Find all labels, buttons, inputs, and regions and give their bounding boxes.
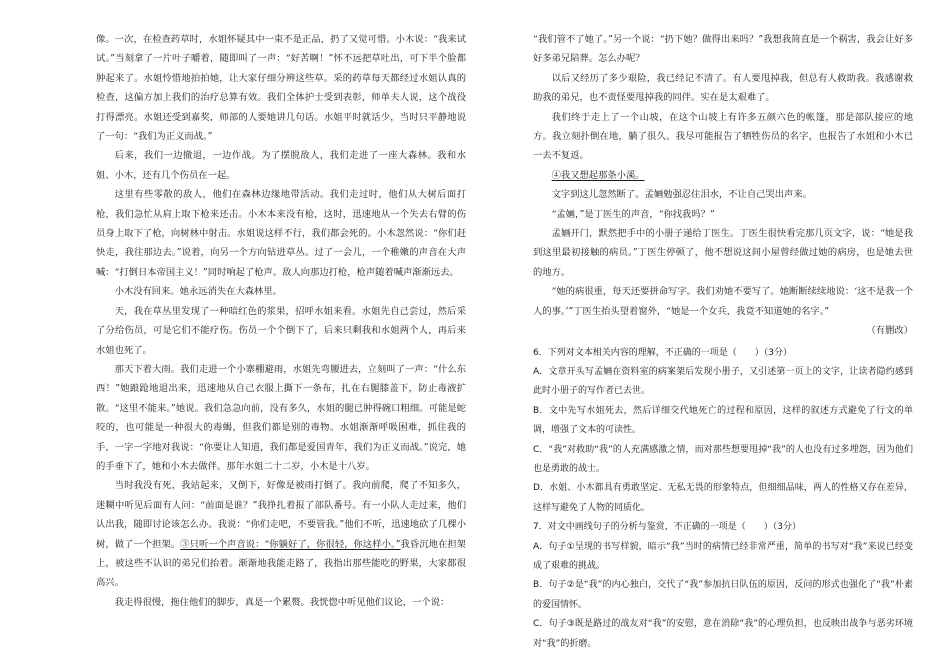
- left-paragraph: [96, 146, 466, 185]
- text-run: 当时我没有死，我站起来，又倒下，好像是被雨打倒了。我向前爬，爬了不知多久，迷糊中听见后面有人问：“前面是谁？”我挣扎着报了部队番号。有一小队人走过来，他们认出我，随即讨论该怎么办。我说：“你们走吧，不要管我。”他们不听，迅速地砍了几棵小树，做了一个担架。: [96, 480, 466, 550]
- left-paragraph: [96, 476, 466, 592]
- right-paragraph: [533, 282, 913, 321]
- left-paragraph: [96, 593, 466, 612]
- left-paragraph: [96, 302, 466, 360]
- right-paragraph: [533, 30, 913, 69]
- answer-option: B．句子②是“我”的内心独白，交代了“我”参加抗日队伍的原因，反问的形式也强化了“我”朴素的爱国情怀。: [533, 580, 913, 610]
- underlined-sentence: ③只听一个声音说：“你躺好了，你很轻，你这样小。”: [180, 538, 401, 550]
- text-run: 我走得很慢，拖住他们的脚步，真是一个累赘。我恍惚中听见他们议论，一个说：: [114, 596, 450, 608]
- left-paragraph: [96, 185, 466, 282]
- left-paragraph: [96, 360, 466, 476]
- text-run: 这里有些零散的敌人，他们在森林边缘地带活动。我们走过时，他们从大树后面打枪，我们急忙从肩上取下枪来还击。小木本来没有枪，这时，迅速地从一个失去右臂的伤员身上取下了枪，向树林中射击。水姐说这样不行，我们都会死的。小木忽然说：“你们赶快走，我往那边去。”说着，向另一个方向钻进草丛。过了一会儿，一个稚嫩的声音在大声喊：“打倒日本帝国主义！”同时响起了枪声。敌人向那边打枪，枪声随着喊声渐渐远去。: [96, 189, 466, 278]
- right-paragraph: [533, 224, 913, 282]
- text-run: 以后又经历了多少艰险，我已经记不清了。有人要甩掉我，但总有人救助我。我感谢救助我的弟兄，也不责怪要甩掉我的同伴。实在是太艰难了。: [533, 72, 913, 104]
- text-run: 天，我在草丛里发现了一种暗红色的浆果，招呼水姐来看。水姐先自己尝过，然后采了分给伤员，可是它们不能疗伤。伤员一个个倒下了，后来只剩我和水姐两个人，再后来水姐也死了。: [96, 305, 466, 356]
- right-column: [533, 30, 913, 654]
- question-stem: 7．对文中画线句子的分析与鉴赏，不正确的一项是（ ）（3分）: [533, 522, 801, 533]
- left-paragraph: [96, 30, 466, 146]
- answer-option: C．句子③既是路过的战友对“我”的安慰，意在消除“我”的心理负担，也反映出战争与恶劣环境对“我”的折磨。: [533, 619, 913, 649]
- text-run: 孟婳开门，默然把手中的小册子递给丁医生。丁医生很快看完那几页文字，说：“她是我到这里最初接触的病员。”丁医生停顿了，他不想说这间小屋曾经做过她的病房，也是她去世的地方。: [533, 228, 913, 278]
- answer-option: B．文中先写水姐死去，然后详细交代她死亡的过程和原因，这样的叙述方式避免了行文的单调，增强了文本的可读性。: [533, 405, 913, 436]
- text-run: “我们管不了她了。”另一个说：“扔下她？做得出来吗？”我想我简直是一个祸害，我会让好多好多弟兄陪葬。怎么办呢？: [533, 34, 913, 65]
- right-paragraph: [533, 69, 913, 108]
- text-run: 小木没有回来。她永远消失在大森林里。: [114, 286, 282, 298]
- answer-option: A．句子①呈现的书写样貌，暗示“我”当时的病情已经非常严重，简单的书写对“我”来说已经变成了艰难的挑战。: [533, 541, 913, 571]
- right-paragraph: [533, 166, 913, 185]
- text-run: 后来，我们一边撤退，一边作战。为了摆脱敌人，我们走进了一座大森林。我和水姐、小木，还有几个伤员在一起。: [96, 150, 466, 181]
- answer-option: A．文章开头写孟婳在资料室的病案架后发现小册子，又引述第一页上的文字，让读者隐约感到此时小册子的写作者已去世。: [533, 366, 913, 397]
- text-run: 我昏沉地在担架上，被这些不认识的弟兄们抬着。渐渐地我能走路了，我指出那些能吃的野果，大家都很高兴。: [96, 538, 466, 589]
- underlined-sentence: ④我又想起那条小溪。: [551, 169, 645, 181]
- answer-option: C．“我”对救助“我”的人充满感激之情，而对那些想要甩掉“我”的人也没有过多埋怨，因为他们也是勇敢的战士。: [533, 444, 913, 474]
- text-run: “孟婳，”是丁医生的声音，“你找我吗？”: [551, 208, 715, 220]
- text-run: 那天下着大雨。我们走进一个小寨棚避雨，水姐先弯腰进去，立刻叫了一声：“什么东西！”她踉跄地退出来，迅速地从自己衣服上撕下一条布，扎在右腿膝盖下，防止毒液扩散。“这里不能来。”她说。我们急急向前，没有多久，水姐的腿已肿得碗口粗细。可能是蛇咬的，也可能是一种很大的毒蝎，但我们都是别的毒物。水姐渐渐呼吸困难，抓住我的手，一字一字地对我说：“你要让人知道，我们都是爱国青年，我们为正义而战。”说完，她的手垂下了，她和小木去做伴。那年水姐二十二岁，小木是十八岁。: [96, 363, 466, 472]
- left-paragraph: [96, 282, 466, 301]
- right-paragraph: [533, 185, 913, 204]
- right-paragraph: [533, 108, 913, 166]
- right-paragraph: [533, 321, 913, 340]
- text-run: （有删改）: [866, 325, 913, 337]
- text-run: 像。一次，在检查药草时，水姐怀疑其中一束不是正品，扔了又觉可惜。小木说：“我来试试。”当刻拿了一片叶子嚼着，随即叫了一声：“好苦啊！”怀不远把草吐出，可下半个脸都肿起来了。水姐怜惜地拍拍她，让大家仔细分辨这些草。采的药草每天都经过水姐认真的检查，这偏方加上我们的治疗总算有效。我们全体护士受到表彰，师单夫人说，这个战役打得漂亮。水姐还受到嘉奖，师部的人要她讲几句话。水姐平时就话少，当时只平静地说了一句：“我们为正义而战。”: [96, 34, 466, 143]
- right-paragraph: [533, 205, 913, 224]
- left-column: [96, 30, 466, 612]
- answer-option: D．水姐、小木都具有勇敢坚定、无私无畏的形象特点，但细细品味，两人的性格又存在差异，这样写避免了人物的同质化。: [533, 483, 913, 513]
- text-run: “她的病很重，每天还要拼命写字。我们劝她不要写了。她断断续续地说：‘这不是我一个人的事。’”丁医生抬头望着窗外，“她是一个女兵，我竟不知道她的名字。”: [533, 286, 913, 317]
- text-run: 文字到这儿忽然断了。孟婳勉强忍住泪水，不让自己哭出声来。: [551, 189, 812, 201]
- text-run: 我们终于走上了一个山坡，在这个山坡上有许多五颜六色的帐篷，那是部队接应的地方。我立刻扑倒在地，躺了很久。我尽可能报告了牺牲伤员的名字，也报告了水姐和小木已一去不复返。: [533, 111, 913, 162]
- question-stem: 6．下列对文本相关内容的理解，不正确的一项是（ ）（3分）: [533, 347, 792, 358]
